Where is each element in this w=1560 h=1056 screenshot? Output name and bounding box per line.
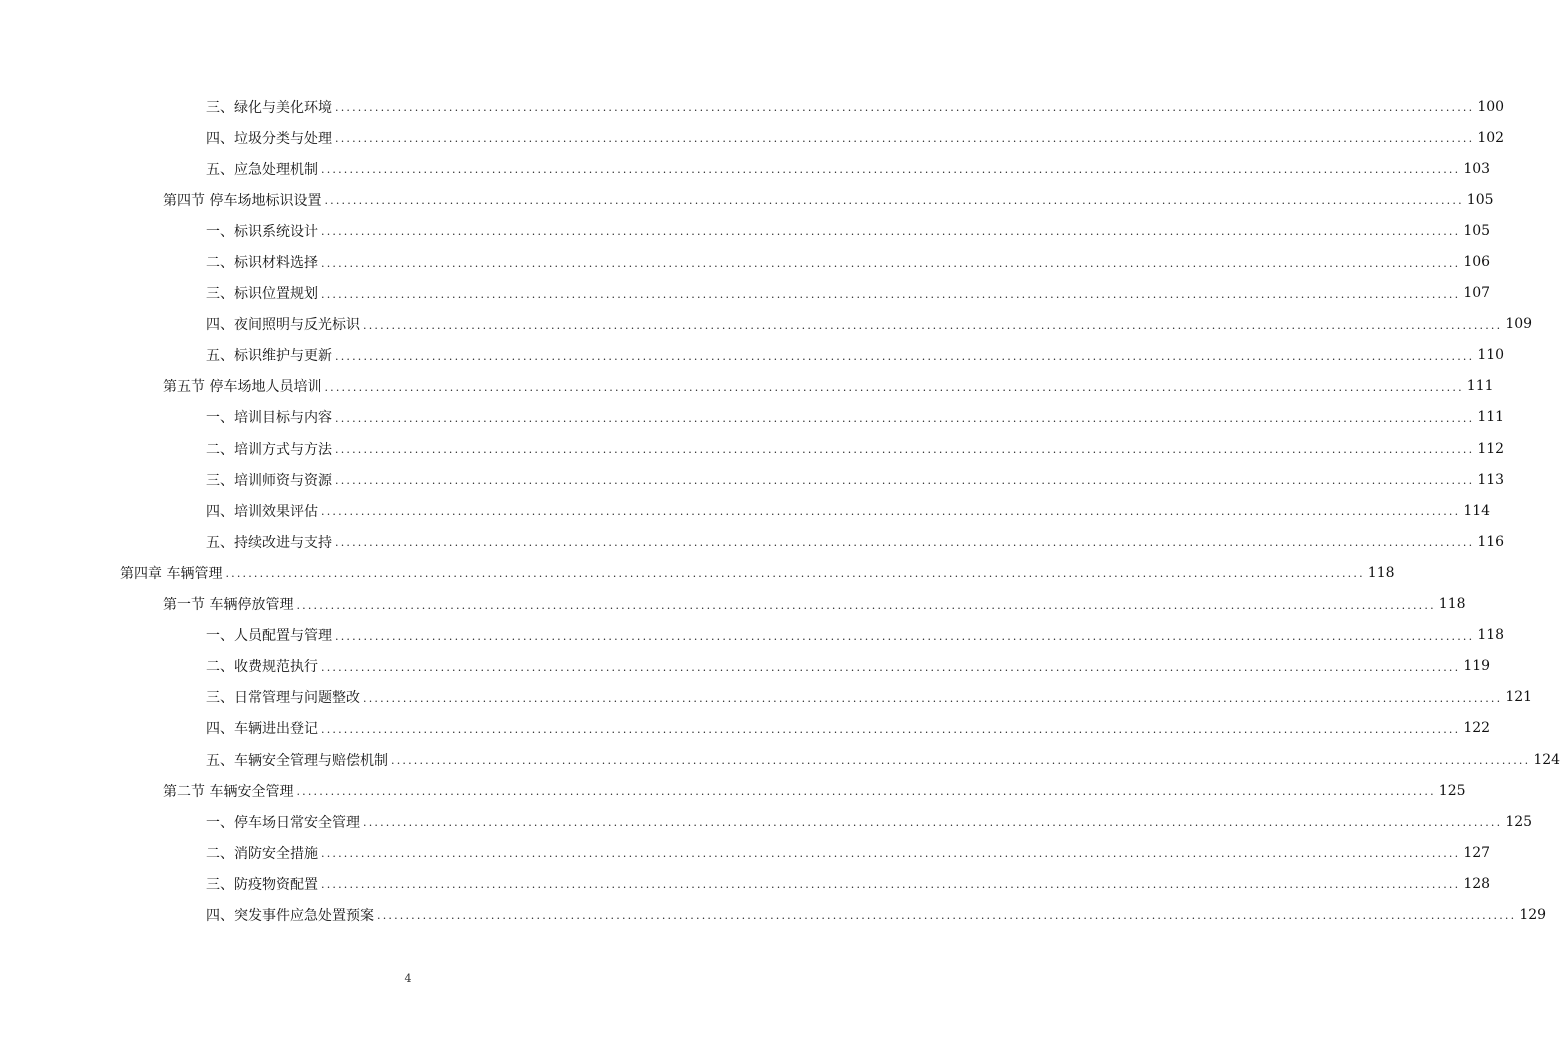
toc-entry[interactable] [0,433,1505,464]
toc-dot-leader: ........................................................................................................................................................................................................ [321,660,1461,674]
toc-entry-page: 122 [1463,720,1491,737]
toc-entry[interactable] [0,340,1505,371]
toc-entry-page: 100 [1477,98,1505,115]
toc-entry[interactable] [0,713,1491,744]
toc-dot-leader: ........................................................................................................................................................................................................ [363,691,1503,705]
toc-entry-page: 116 [1477,533,1505,550]
toc-entry-title: 四、培训效果评估 [206,503,318,520]
toc-entry-title: 第四节 停车场地标识设置 [163,192,322,209]
toc-entry[interactable] [0,526,1505,557]
toc-entry-page: 118 [1438,596,1466,613]
toc-dot-leader: ........................................................................................................................................................................................................ [324,380,1464,394]
toc-entry-title: 三、标识位置规划 [206,286,318,303]
toc-entry[interactable] [0,153,1491,184]
toc-entry-page: 102 [1477,129,1505,146]
toc-entry[interactable] [0,464,1505,495]
toc-dot-leader: ........................................................................................................................................................................................................ [321,256,1461,270]
toc-dot-leader: ........................................................................................................................................................................................................ [321,722,1461,736]
toc-entry-page: 107 [1463,285,1491,302]
toc-dot-leader: ........................................................................................................................................................................................................ [335,349,1475,363]
toc-entry[interactable] [0,402,1505,433]
toc-entry[interactable] [0,837,1491,868]
toc-entry-page: 112 [1477,440,1505,457]
toc-entry-page: 105 [1463,222,1491,239]
toc-entry-title: 一、停车场日常安全管理 [206,814,360,831]
toc-dot-leader: ........................................................................................................................................................................................................ [363,318,1503,332]
toc-entry[interactable] [0,775,1466,806]
toc-entry-page: 121 [1505,689,1533,706]
toc-entry-page: 118 [1367,564,1395,581]
toc-entry[interactable] [0,495,1491,526]
toc-entry[interactable] [0,682,1533,713]
toc-entry-page: 114 [1463,502,1491,519]
toc-entry-title: 四、垃圾分类与处理 [206,130,332,147]
toc-dot-leader: ........................................................................................................................................................................................................ [377,909,1517,923]
toc-entry-page: 103 [1463,160,1491,177]
toc-dot-leader: ........................................................................................................................................................................................................ [321,287,1461,301]
toc-entry-title: 五、车辆安全管理与赔偿机制 [206,752,388,769]
toc-entry-page: 125 [1438,782,1466,799]
toc-entry-title: 五、持续改进与支持 [206,534,332,551]
toc-dot-leader: ........................................................................................................................................................................................................ [324,194,1464,208]
toc-entry-title: 三、绿化与美化环境 [206,99,332,116]
toc-dot-leader: ........................................................................................................................................................................................................ [335,474,1475,488]
table-of-contents [0,91,1560,931]
toc-entry-title: 四、夜间照明与反光标识 [206,317,360,334]
toc-entry-title: 二、收费规范执行 [206,659,318,676]
toc-dot-leader: ........................................................................................................................................................................................................ [225,567,1365,581]
toc-entry[interactable] [0,122,1505,153]
toc-entry-title: 五、标识维护与更新 [206,348,332,365]
toc-entry-page: 127 [1463,844,1491,861]
toc-entry[interactable] [0,278,1491,309]
toc-entry-page: 113 [1477,471,1505,488]
toc-dot-leader: ........................................................................................................................................................................................................ [321,225,1461,239]
toc-entry-title: 第一节 车辆停放管理 [163,597,294,614]
toc-entry-title: 第五节 停车场地人员培训 [163,379,322,396]
toc-dot-leader: ........................................................................................................................................................................................................ [335,629,1475,643]
toc-entry-page: 111 [1477,409,1505,426]
page-number: 4 [404,972,412,985]
toc-entry-title: 一、标识系统设计 [206,223,318,240]
toc-entry-title: 一、培训目标与内容 [206,410,332,427]
toc-entry-title: 一、人员配置与管理 [206,628,332,645]
toc-dot-leader: ........................................................................................................................................................................................................ [391,754,1531,768]
toc-dot-leader: ........................................................................................................................................................................................................ [335,536,1475,550]
toc-entry-title: 二、培训方式与方法 [206,441,332,458]
toc-entry-title: 二、标识材料选择 [206,255,318,272]
toc-entry[interactable] [0,744,1560,775]
toc-entry-page: 105 [1466,191,1494,208]
toc-entry[interactable] [0,620,1505,651]
toc-entry[interactable] [0,806,1533,837]
toc-dot-leader: ........................................................................................................................................................................................................ [363,816,1503,830]
toc-entry-page: 119 [1463,658,1491,675]
toc-entry[interactable] [0,899,1547,930]
toc-entry-page: 124 [1533,751,1560,768]
toc-dot-leader: ........................................................................................................................................................................................................ [321,505,1461,519]
toc-dot-leader: ........................................................................................................................................................................................................ [335,101,1475,115]
toc-entry[interactable] [0,371,1494,402]
toc-entry-page: 125 [1505,813,1533,830]
toc-entry-page: 106 [1463,254,1491,271]
toc-dot-leader: ........................................................................................................................................................................................................ [321,163,1461,177]
toc-entry-title: 三、培训师资与资源 [206,472,332,489]
toc-entry-page: 129 [1519,906,1547,923]
toc-entry-page: 110 [1477,347,1505,364]
toc-entry-title: 第四章 车辆管理 [120,565,223,582]
toc-entry[interactable] [0,651,1491,682]
toc-dot-leader: ........................................................................................................................................................................................................ [335,132,1475,146]
toc-entry[interactable] [0,215,1491,246]
toc-entry-title: 五、应急处理机制 [206,161,318,178]
toc-entry[interactable] [0,246,1491,277]
toc-dot-leader: ........................................................................................................................................................................................................ [321,878,1461,892]
toc-entry-page: 128 [1463,875,1491,892]
toc-entry-title: 四、突发事件应急处置预案 [206,907,374,924]
toc-entry[interactable] [0,184,1494,215]
toc-entry-title: 四、车辆进出登记 [206,721,318,738]
toc-entry-page: 109 [1505,316,1533,333]
toc-dot-leader: ........................................................................................................................................................................................................ [335,443,1475,457]
toc-dot-leader: ........................................................................................................................................................................................................ [335,411,1475,425]
toc-entry[interactable] [0,557,1395,588]
toc-entry[interactable] [0,868,1491,899]
toc-entry-page: 118 [1477,627,1505,644]
toc-entry[interactable] [0,589,1466,620]
toc-entry[interactable] [0,91,1505,122]
toc-dot-leader: ........................................................................................................................................................................................................ [321,847,1461,861]
toc-entry-title: 第二节 车辆安全管理 [163,783,294,800]
toc-entry-title: 三、防疫物资配置 [206,876,318,893]
toc-entry-title: 三、日常管理与问题整改 [206,690,360,707]
toc-dot-leader: ........................................................................................................................................................................................................ [296,785,1436,799]
toc-entry-title: 二、消防安全措施 [206,845,318,862]
toc-dot-leader: ........................................................................................................................................................................................................ [296,598,1436,612]
toc-entry[interactable] [0,309,1533,340]
toc-entry-page: 111 [1466,378,1494,395]
